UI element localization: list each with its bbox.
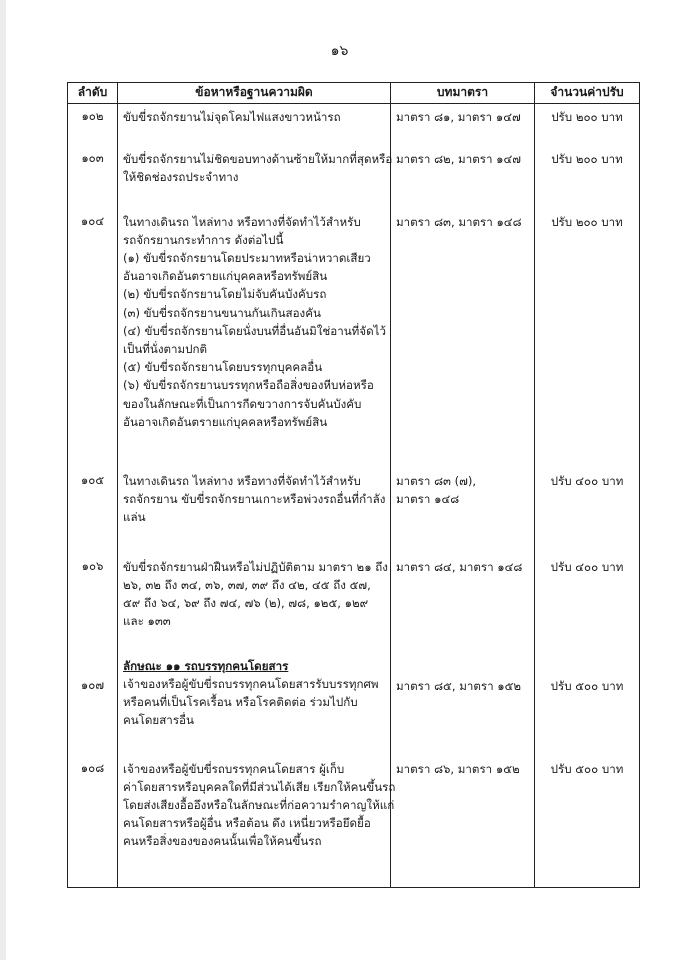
offense-line: (๔) ขับขี่รถจักรยานโดยนั่งบนที่อื่นอันมิใช่อานที่จัดไว้ [123, 323, 386, 338]
offense-cell [118, 104, 391, 146]
section-line: มาตรา ๘๑, มาตรา ๑๔๗ [396, 110, 521, 124]
section-line: มาตรา ๘๓ (๗), [396, 473, 477, 488]
offense-line: ในทางเดินรถ ไหล่ทาง หรือทางที่จัดทำไว้สำหรับ [123, 214, 361, 229]
offense-line: ให้ชิดช่องรถประจำทาง [123, 169, 239, 184]
offense-line: รถจักรยาน ขับขี่รถจักรยานเกาะหรือพ่วงรถอื่นที่กำลัง [123, 491, 386, 506]
row-number [68, 653, 118, 756]
offense-cell [118, 653, 391, 756]
offense-cell [118, 146, 391, 209]
section-cell [391, 468, 535, 554]
table-row [68, 653, 640, 756]
offense-line: อันอาจเกิดอันตรายแก่บุคคลหรือทรัพย์สิน [123, 269, 328, 284]
header-section: บทมาตรา [391, 83, 535, 104]
offense-cell [118, 468, 391, 554]
fine-amount: ปรับ ๒๐๐ บาท [535, 209, 640, 468]
page-number: ๑๖ [330, 43, 349, 59]
table-row [68, 209, 640, 468]
fine-schedule-table [67, 82, 640, 888]
offense-line: ขับขี่รถจักรยานฝ่าฝืนหรือไม่ปฏิบัติตาม มาตรา ๒๑ ถึง [123, 559, 388, 574]
page-edge-shadow [0, 0, 6, 960]
section-line: มาตรา ๘๕, มาตรา ๑๕๒ [396, 678, 522, 693]
fine-amount: ปรับ ๔๐๐ บาท [535, 468, 640, 554]
offense-line: ๕๙ ถึง ๖๔, ๖๙ ถึง ๗๔, ๗๖ (๒), ๗๘, ๑๒๕, ๑๒๙ [123, 595, 369, 610]
row-number: ๑๐๔ [68, 209, 118, 468]
offense-cell [118, 756, 396, 888]
offense-line: (๒) ขับขี่รถจักรยานโดยไม่จับคันบังคับรถ [123, 287, 327, 302]
offense-line: เจ้าของหรือผู้ขับขี่รถบรรทุกคนโดยสารรับบรรทุกศพ [123, 676, 379, 691]
offense-line: (๕) ขับขี่รถจักรยานโดยบรรทุกบุคคลอื่น [123, 360, 323, 375]
offense-line: หรือคนที่เป็นโรคเรื้อน หรือโรคติดต่อ ร่วมไปกับ [123, 694, 358, 709]
row-number: ๑๐๖ [68, 554, 118, 653]
offense-cell [118, 209, 391, 468]
section-line: มาตรา ๘๒, มาตรา ๑๔๗ [396, 151, 522, 166]
section-cell [391, 146, 535, 209]
fine-amount: ปรับ ๒๐๐ บาท [535, 104, 640, 146]
section-cell [391, 209, 535, 468]
section-line: มาตรา ๘๓, มาตรา ๑๔๘ [396, 214, 522, 229]
offense-line: คนหรือสิ่งของของคนนั้นเพื่อให้คนขึ้นรถ [123, 834, 322, 849]
table-row [68, 104, 640, 146]
offense-cell [118, 554, 391, 653]
section-cell [391, 653, 535, 756]
table-row [68, 146, 640, 209]
offense-line: ในทางเดินรถ ไหล่ทาง หรือทางที่จัดทำไว้สำหรับ [123, 473, 361, 488]
chapter-title: ลักษณะ ๑๑ รถบรรทุกคนโดยสาร [123, 658, 289, 673]
section-line: มาตรา ๑๔๘ [396, 491, 460, 506]
section-cell [391, 554, 535, 653]
offense-line: ขับขี่รถจักรยานไม่ชิดขอบทางด้านซ้ายให้มากที่สุดหรือ [123, 151, 393, 166]
section-line: มาตรา ๘๖, มาตรา ๑๕๒ [396, 761, 520, 776]
offense-line: ขับขี่รถจักรยานไม่จุดโคมไฟแสงขาวหน้ารถ [123, 110, 341, 124]
offense-line: และ ๑๓๓ [123, 614, 171, 629]
offense-line: ค่าโดยสารหรือบุคคลใดที่มีส่วนได้เสีย เรียกให้คนขึ้นรถ [123, 779, 396, 794]
section-cell [391, 756, 535, 888]
offense-line: เจ้าของหรือผู้ขับขี่รถบรรทุกคนโดยสาร ผู้เก็บ [123, 761, 345, 776]
row-number: ๑๐๕ [68, 468, 118, 554]
header-order: ลำดับ [68, 83, 118, 104]
section-line: มาตรา ๘๔, มาตรา ๑๔๘ [396, 559, 523, 574]
row-number: ๑๐๘ [68, 756, 118, 888]
offense-line: (๖) ขับขี่รถจักรยานบรรทุกหรือถือสิ่งของหีบห่อหรือ [123, 378, 374, 393]
offense-line: ๒๖, ๓๒ ถึง ๓๔, ๓๖, ๓๗, ๓๙ ถึง ๔๒, ๔๕ ถึง ๕๗, [123, 577, 371, 592]
offense-line: คนโดยสารหรือผู้อื่น หรือต้อน ดึง เหนี่ยวหรือยึดยื้อ [123, 816, 371, 831]
fine-amount: ปรับ ๒๐๐ บาท [535, 146, 640, 209]
offense-line: (๓) ขับขี่รถจักรยานขนานกันเกินสองคัน [123, 305, 321, 320]
offense-line: เป็นที่นั่งตามปกติ [123, 341, 208, 356]
offense-line: คนโดยสารอื่น [123, 713, 194, 728]
header-offense: ข้อหาหรือฐานความผิด [118, 83, 391, 104]
offense-line: โดยส่งเสียงอื้ออึงหรือในลักษณะที่ก่อความรำคาญให้แก่ [123, 797, 395, 812]
fine-amount: ปรับ ๕๐๐ บาท [535, 653, 640, 756]
offense-line: แล่น [123, 509, 146, 524]
table-header-row [68, 83, 640, 104]
row-number: ๑๐๓ [68, 146, 118, 209]
header-fine: จำนวนค่าปรับ [535, 83, 640, 104]
row-number-text: ๑๐๗ [80, 677, 105, 692]
table-row [68, 756, 640, 888]
fine-amount: ปรับ ๔๐๐ บาท [535, 554, 640, 653]
offense-line: (๑) ขับขี่รถจักรยานโดยประมาทหรือน่าหวาดเสียว [123, 250, 371, 265]
table-row [68, 468, 640, 554]
table-row [68, 554, 640, 653]
fine-amount: ปรับ ๕๐๐ บาท [535, 756, 640, 888]
offense-line: ของในลักษณะที่เป็นการกีดขวางการจับคันบังคับ [123, 396, 362, 411]
offense-line: อันอาจเกิดอันตรายแก่บุคคลหรือทรัพย์สิน [123, 414, 328, 429]
section-cell [391, 104, 535, 146]
offense-line: รถจักรยานกระทำการ ดังต่อไปนี้ [123, 232, 284, 247]
row-number: ๑๐๒ [68, 104, 118, 146]
